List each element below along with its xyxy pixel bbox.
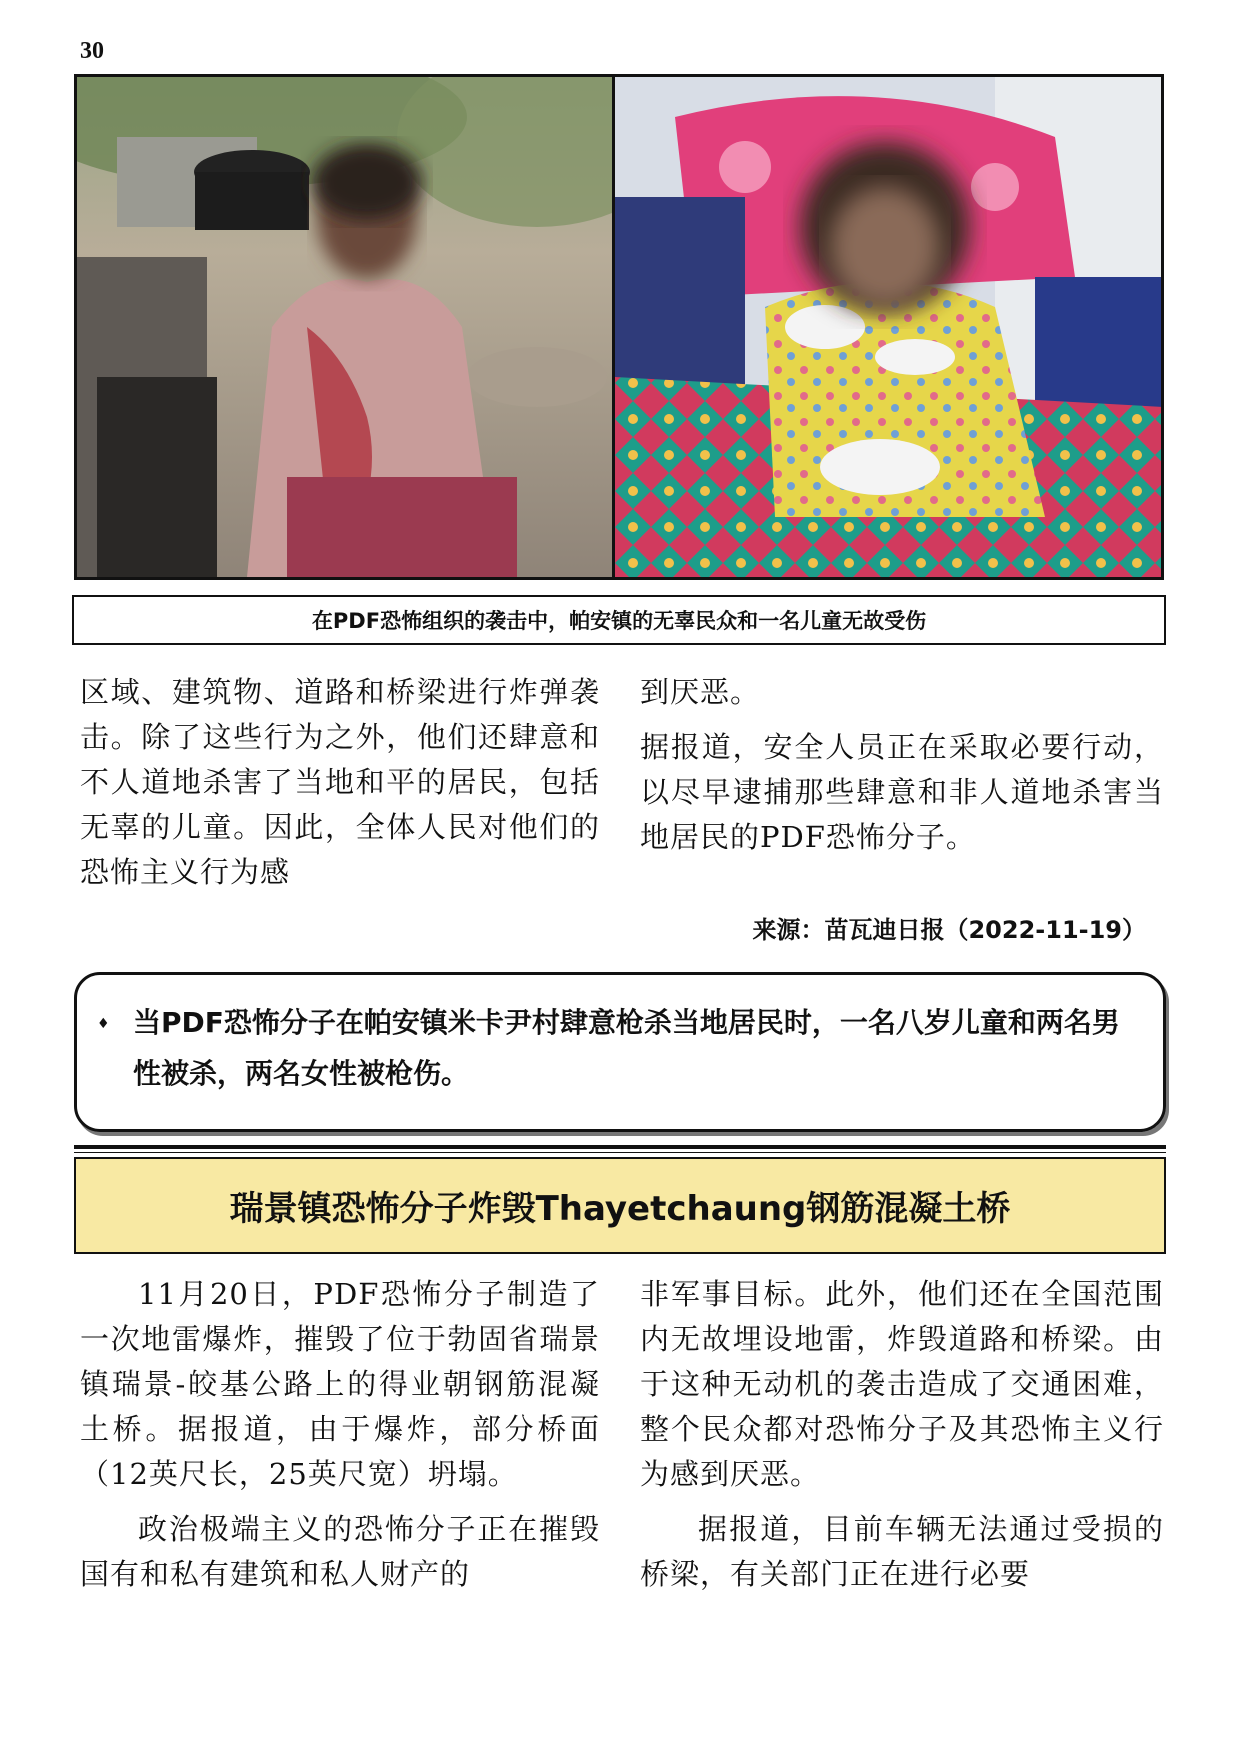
photo-pair	[74, 74, 1164, 580]
article2-headline-box	[74, 1157, 1166, 1254]
photo-injured-woman	[77, 77, 615, 577]
diamond-bullet-icon: ♦	[97, 1016, 110, 1032]
article1-right-paragraph-2: 据报道，安全人员正在采取必要行动，以尽早逮捕那些肆意和非人道地杀害当地居民的PDF恐怖分子。	[640, 730, 1164, 854]
article2-right-column	[640, 1272, 1164, 1597]
section-divider	[74, 1145, 1166, 1149]
page-number: 30	[80, 38, 104, 64]
article1-left-paragraph: 区域、建筑物、道路和桥梁进行炸弹袭击。除了这些行为之外，他们还肆意和不人道地杀害了当地和平的居民，包括无辜的儿童。因此，全体人民对他们的恐怖主义行为感	[80, 675, 600, 889]
article1-right-column	[640, 670, 1164, 860]
photo-caption-text: 在PDF恐怖组织的袭击中，帕安镇的无辜民众和一名儿童无故受伤	[311, 609, 927, 633]
article2-left-column	[80, 1272, 600, 1597]
article2-headline: 瑞景镇恐怖分子炸毁Thayetchaung钢筋混凝土桥	[229, 1189, 1011, 1229]
callout-text: 当PDF恐怖分子在帕安镇米卡尹村肆意枪杀当地居民时，一名八岁儿童和两名男性被杀，两名女性被枪伤。	[133, 1006, 1120, 1090]
article2-left-paragraph-1: 11月20日，PDF恐怖分子制造了一次地雷爆炸，摧毁了位于勃固省瑞景镇瑞景-皎基公路上的得业朝钢筋混凝土桥。据报道，由于爆炸，部分桥面（12英尺长，25英尺宽）坍塌。	[80, 1277, 600, 1491]
photo-caption	[72, 595, 1166, 645]
article2-left-paragraph-2: 政治极端主义的恐怖分子正在摧毁国有和私有建筑和私人财产的	[80, 1512, 600, 1591]
article1-source: 来源：苗瓦迪日报（2022-11-19）	[752, 916, 1146, 944]
callout-box	[74, 972, 1166, 1132]
article2-right-paragraph-1: 非军事目标。此外，他们还在全国范围内无故埋设地雷，炸毁道路和桥梁。由于这种无动机的袭击造成了交通困难，整个民众都对恐怖分子及其恐怖主义行为感到厌恶。	[640, 1277, 1164, 1491]
article1-right-paragraph-1: 到厌恶。	[640, 675, 761, 709]
section-divider-thin	[74, 1152, 1166, 1153]
photo-injured-child	[615, 77, 1161, 577]
article2-right-paragraph-2: 据报道，目前车辆无法通过受损的桥梁，有关部门正在进行必要	[640, 1512, 1164, 1591]
article1-left-column	[80, 670, 600, 895]
